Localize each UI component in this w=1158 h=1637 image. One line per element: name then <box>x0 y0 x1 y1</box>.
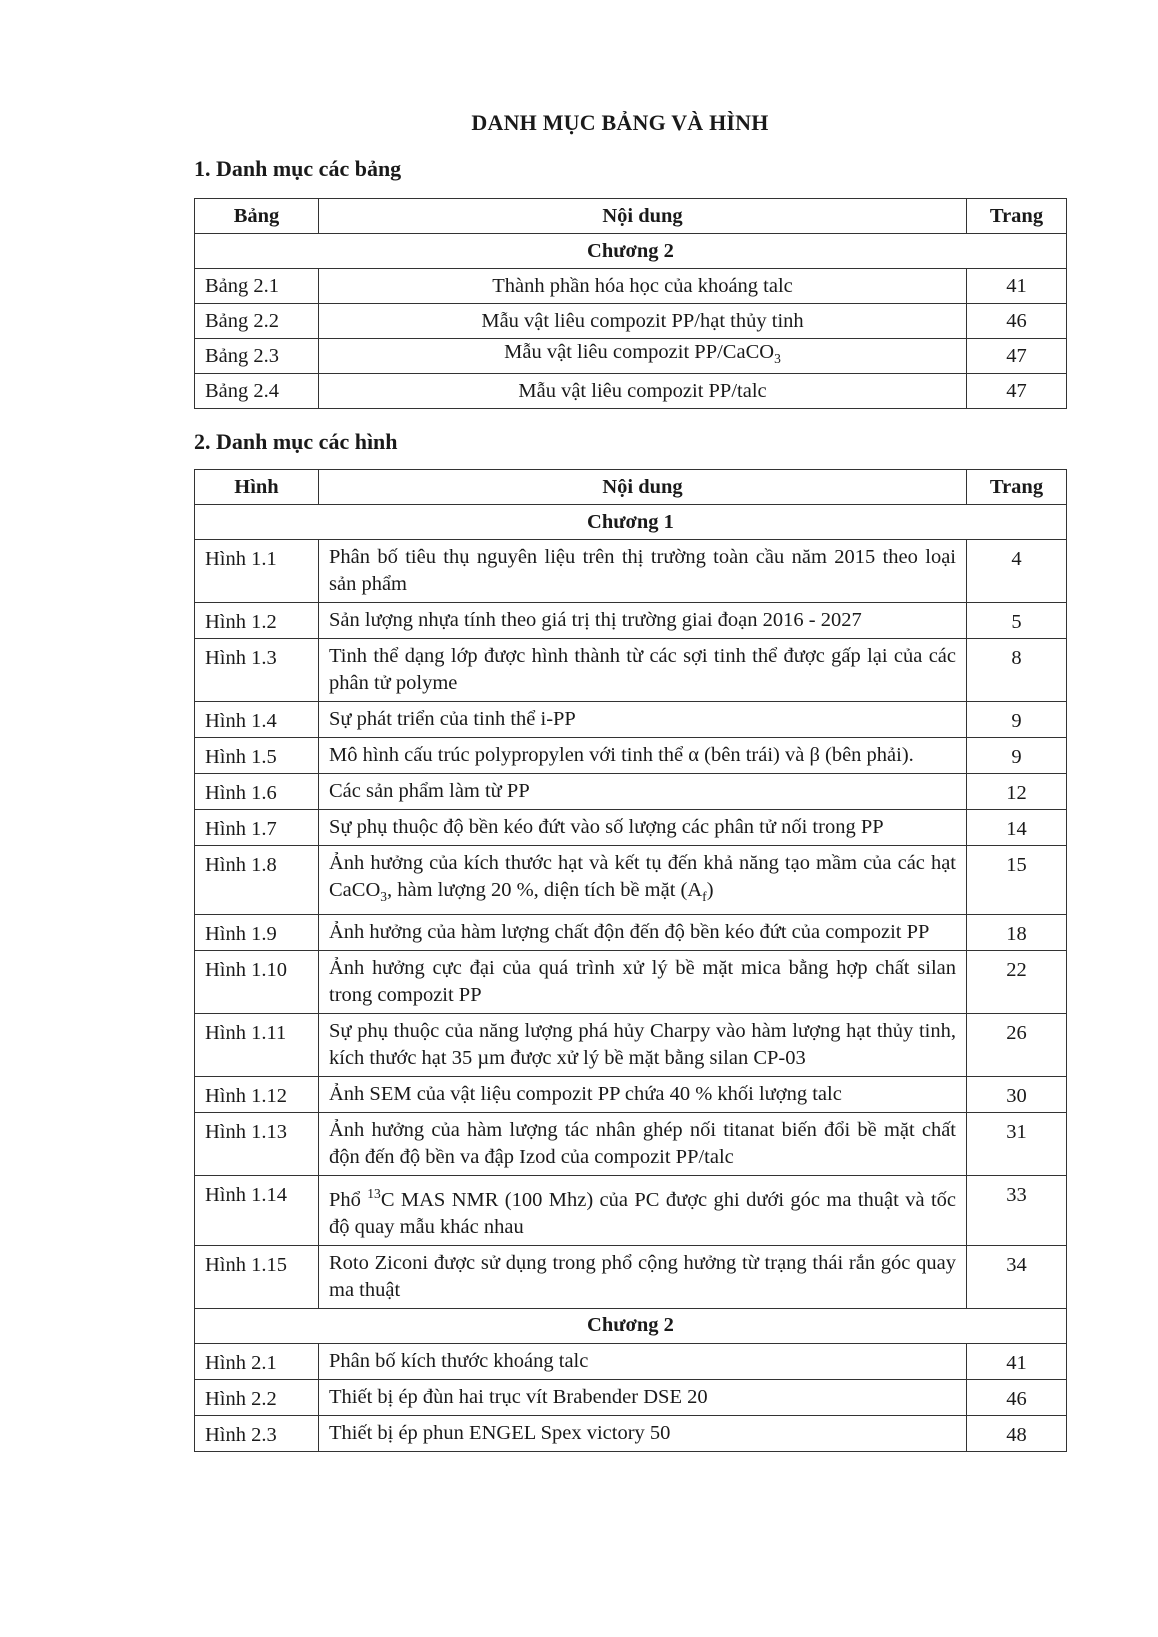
table-row <box>195 639 1067 702</box>
row-label: Hình 1.3 <box>195 639 319 702</box>
row-page: 9 <box>967 738 1067 774</box>
row-label: Hình 1.7 <box>195 810 319 846</box>
row-label: Hình 2.1 <box>195 1343 319 1379</box>
superscript: 13 <box>367 1186 381 1202</box>
chapter-label: Chương 2 <box>195 234 1067 269</box>
tables-section-heading: 1. Danh mục các bảng <box>194 156 402 181</box>
row-label: Hình 1.5 <box>195 738 319 774</box>
chapter-label: Chương 2 <box>195 1308 1067 1343</box>
row-content-text: ) <box>706 879 714 901</box>
row-page: 41 <box>967 269 1067 304</box>
column-header-label: Bảng <box>195 199 319 234</box>
table-row <box>195 846 1067 915</box>
row-page: 30 <box>967 1077 1067 1113</box>
table-row <box>195 304 1067 339</box>
subscript: f <box>702 889 707 905</box>
row-page: 8 <box>967 639 1067 702</box>
table-row <box>195 1415 1067 1451</box>
chapter-row <box>195 505 1067 540</box>
row-content: Ảnh SEM của vật liệu compozit PP chứa 40 % khối lượng talc <box>319 1077 967 1113</box>
subscript: 3 <box>380 889 388 905</box>
row-label: Hình 1.1 <box>195 540 319 603</box>
table-row <box>195 1014 1067 1077</box>
row-content: Ảnh hưởng của hàm lượng tác nhân ghép nối titanat biến đổi bề mặt chất độn đến độ bền va đập Izod của compozit PP/talc <box>319 1113 967 1176</box>
row-label: Hình 1.6 <box>195 774 319 810</box>
row-label: Hình 1.4 <box>195 702 319 738</box>
row-page: 4 <box>967 540 1067 603</box>
row-content: Các sản phẩm làm từ PP <box>319 774 967 810</box>
column-header-content: Nội dung <box>319 470 967 505</box>
column-header-label: Hình <box>195 470 319 505</box>
row-content: Mẫu vật liêu compozit PP/hạt thủy tinh <box>319 304 967 339</box>
row-content: Ảnh hưởng của hàm lượng chất độn đến độ bền kéo đứt của compozit PP <box>319 915 967 951</box>
chapter-row <box>195 234 1067 269</box>
row-page: 34 <box>967 1245 1067 1308</box>
row-page: 41 <box>967 1343 1067 1379</box>
row-page: 46 <box>967 304 1067 339</box>
row-page: 48 <box>967 1415 1067 1451</box>
subscript: 3 <box>774 351 781 367</box>
figures-section-heading: 2. Danh mục các hình <box>194 429 398 454</box>
row-content: Sự phụ thuộc của năng lượng phá hủy Charpy vào hàm lượng hạt thủy tinh, kích thước hạt 35 µm được xử lý bề mặt bằng silan CP-03 <box>319 1014 967 1077</box>
row-label: Hình 1.12 <box>195 1077 319 1113</box>
table-row <box>195 1379 1067 1415</box>
row-content: Thiết bị ép phun ENGEL Spex victory 50 <box>319 1415 967 1451</box>
row-page: 18 <box>967 915 1067 951</box>
row-content: Ảnh hưởng cực đại của quá trình xử lý bề mặt mica bằng hợp chất silan trong compozit PP <box>319 951 967 1014</box>
table-row <box>195 1343 1067 1379</box>
row-page: 47 <box>967 374 1067 409</box>
row-label: Hình 1.10 <box>195 951 319 1014</box>
page-title: DANH MỤC BẢNG VÀ HÌNH <box>471 110 769 135</box>
row-page: 46 <box>967 1379 1067 1415</box>
table-row <box>195 738 1067 774</box>
row-content-text: , hàm lượng 20 %, diện tích bề mặt (A <box>387 879 703 901</box>
row-content <box>319 846 967 915</box>
row-content: Tinh thể dạng lớp được hình thành từ các sợi tinh thể được gấp lại của các phân tử polyme <box>319 639 967 702</box>
chapter-row <box>195 1308 1067 1343</box>
table-row <box>195 702 1067 738</box>
row-content: Thiết bị ép đùn hai trục vít Brabender DSE 20 <box>319 1379 967 1415</box>
row-content: Mẫu vật liêu compozit PP/talc <box>319 374 967 409</box>
table-row <box>195 915 1067 951</box>
row-label: Hình 2.3 <box>195 1415 319 1451</box>
row-label: Hình 1.15 <box>195 1245 319 1308</box>
row-label: Bảng 2.3 <box>195 339 319 374</box>
row-content-text: C MAS NMR (100 Mhz) của PC được ghi dưới góc ma thuật và tốc độ quay mẫu khác nhau <box>329 1188 957 1238</box>
row-label: Hình 1.8 <box>195 846 319 915</box>
row-label: Hình 1.13 <box>195 1113 319 1176</box>
tables-list <box>194 198 1067 409</box>
table-row <box>195 603 1067 639</box>
table-row <box>195 374 1067 409</box>
row-page: 31 <box>967 1113 1067 1176</box>
row-page: 9 <box>967 702 1067 738</box>
row-label: Hình 1.9 <box>195 915 319 951</box>
row-content: Phân bố tiêu thụ nguyên liệu trên thị trường toàn cầu năm 2015 theo loại sản phẩm <box>319 540 967 603</box>
row-label: Bảng 2.4 <box>195 374 319 409</box>
row-content: Mô hình cấu trúc polypropylen với tinh thể α (bên trái) và β (bên phải). <box>319 738 967 774</box>
row-page: 14 <box>967 810 1067 846</box>
table-row <box>195 774 1067 810</box>
header-row <box>195 199 1067 234</box>
row-label: Hình 1.11 <box>195 1014 319 1077</box>
row-content: Sự phát triển của tinh thể i-PP <box>319 702 967 738</box>
row-label: Hình 1.2 <box>195 603 319 639</box>
row-content-text: Mẫu vật liêu compozit PP/CaCO <box>504 341 775 364</box>
row-page: 26 <box>967 1014 1067 1077</box>
table-row <box>195 1077 1067 1113</box>
table-row <box>195 269 1067 304</box>
row-content: Sản lượng nhựa tính theo giá trị thị trường giai đoạn 2016 - 2027 <box>319 603 967 639</box>
row-content-text: Ảnh hưởng của kích thước hạt và kết tụ đến khả năng tạo mầm của các hạt CaCO <box>329 852 956 901</box>
row-label: Bảng 2.1 <box>195 269 319 304</box>
table-row <box>195 1176 1067 1246</box>
chapter-label: Chương 1 <box>195 505 1067 540</box>
table-row <box>195 810 1067 846</box>
row-content: Thành phần hóa học của khoáng talc <box>319 269 967 304</box>
row-label: Hình 1.14 <box>195 1176 319 1246</box>
table-row <box>195 339 1067 374</box>
table-row <box>195 540 1067 603</box>
row-content: Phân bố kích thước khoáng talc <box>319 1343 967 1379</box>
header-row <box>195 470 1067 505</box>
row-content: Roto Ziconi được sử dụng trong phổ cộng hưởng từ trạng thái rắn góc quay ma thuật <box>319 1245 967 1308</box>
row-content <box>319 1176 967 1246</box>
row-content <box>319 339 967 374</box>
column-header-page: Trang <box>967 199 1067 234</box>
column-header-page: Trang <box>967 470 1067 505</box>
row-content: Sự phụ thuộc độ bền kéo đứt vào số lượng các phân tử nối trong PP <box>319 810 967 846</box>
row-page: 15 <box>967 846 1067 915</box>
row-page: 5 <box>967 603 1067 639</box>
row-label: Hình 2.2 <box>195 1379 319 1415</box>
row-content-text: Phổ <box>329 1188 368 1211</box>
figures-list <box>194 469 1067 1452</box>
row-page: 33 <box>967 1176 1067 1246</box>
table-row <box>195 1245 1067 1308</box>
table-row <box>195 951 1067 1014</box>
column-header-content: Nội dung <box>319 199 967 234</box>
row-page: 47 <box>967 339 1067 374</box>
row-page: 22 <box>967 951 1067 1014</box>
table-row <box>195 1113 1067 1176</box>
row-label: Bảng 2.2 <box>195 304 319 339</box>
row-page: 12 <box>967 774 1067 810</box>
